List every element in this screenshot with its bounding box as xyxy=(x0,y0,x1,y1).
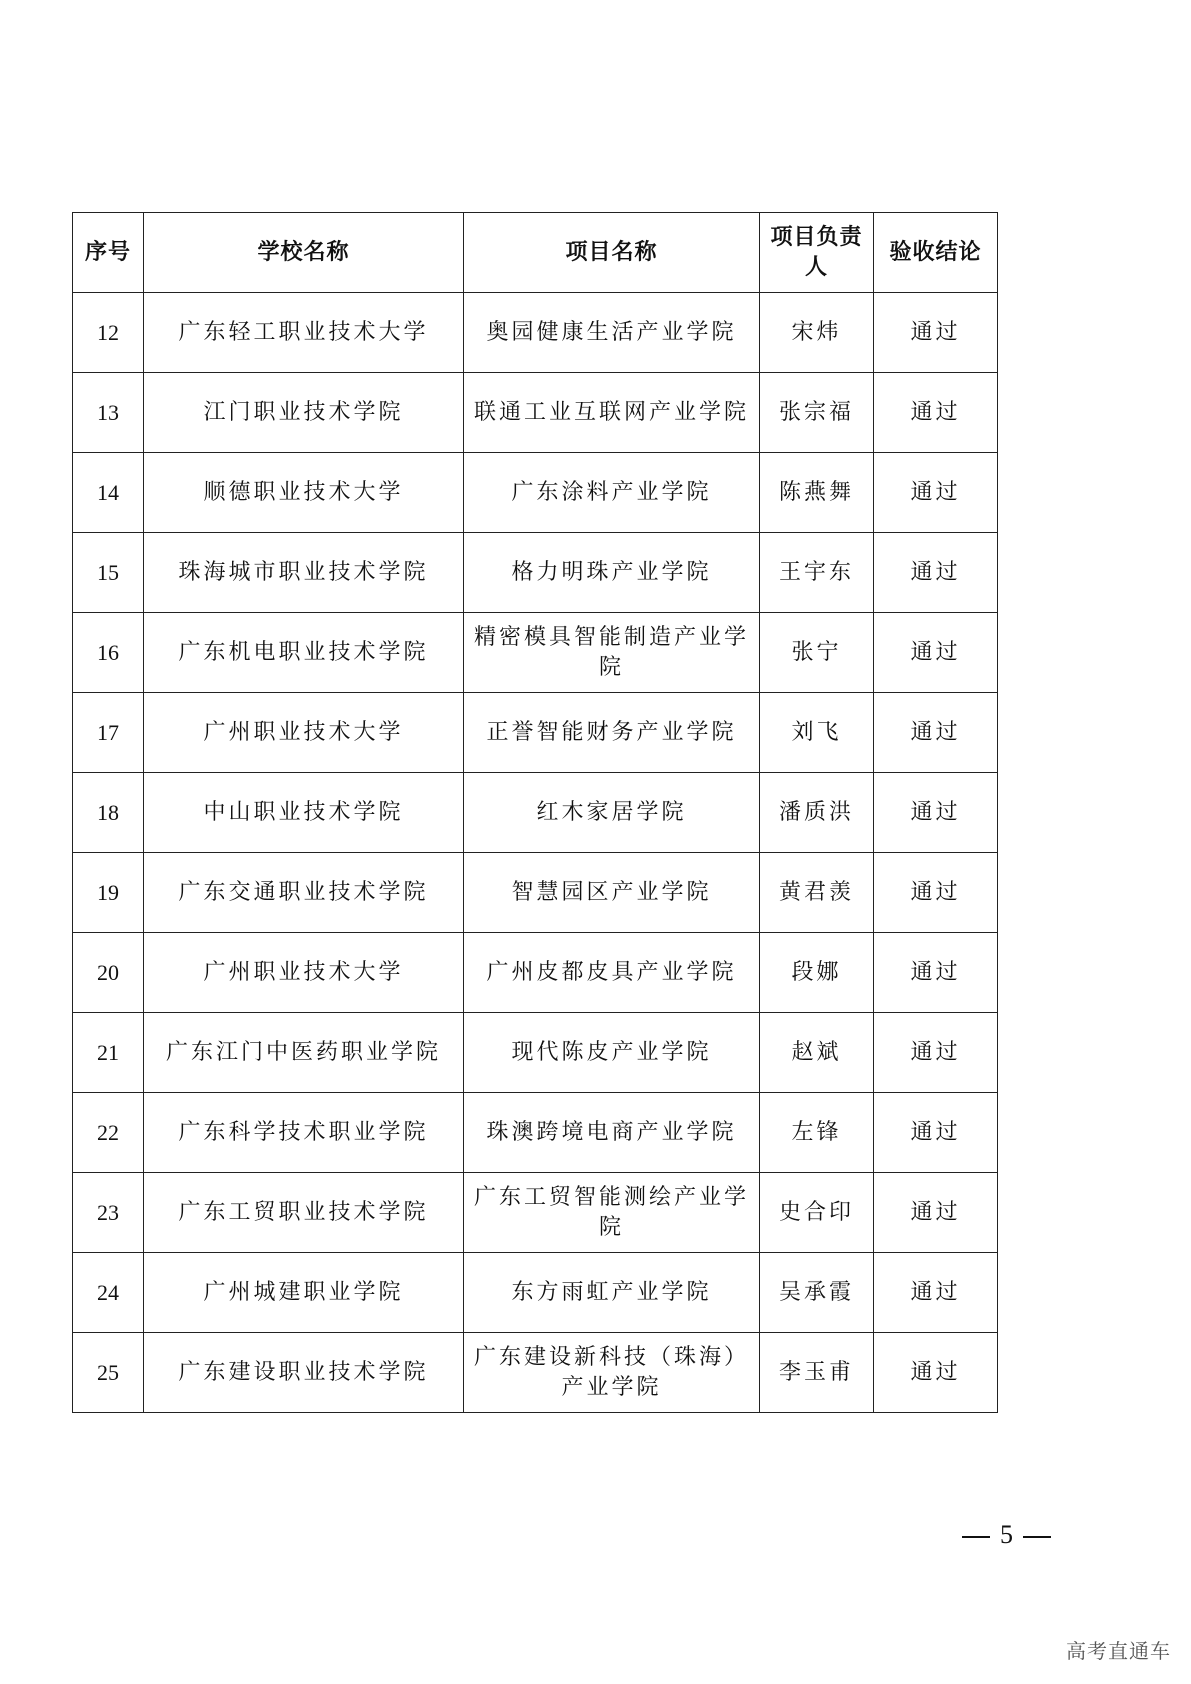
row-index: 12 xyxy=(73,293,144,373)
row-school-name: 广州职业技术大学 xyxy=(144,693,464,773)
row-index: 18 xyxy=(73,773,144,853)
row-index: 15 xyxy=(73,533,144,613)
row-school-name: 广州城建职业学院 xyxy=(144,1253,464,1333)
row-project-name: 奥园健康生活产业学院 xyxy=(464,293,760,373)
row-project-leader: 黄君羡 xyxy=(760,853,874,933)
table-row xyxy=(73,773,998,853)
row-school-name: 顺德职业技术大学 xyxy=(144,453,464,533)
table-row xyxy=(73,693,998,773)
row-index: 14 xyxy=(73,453,144,533)
row-school-name: 中山职业技术学院 xyxy=(144,773,464,853)
row-conclusion: 通过 xyxy=(874,613,998,693)
table-row xyxy=(73,533,998,613)
row-school-name: 广东机电职业技术学院 xyxy=(144,613,464,693)
row-project-name: 广东工贸智能测绘产业学院 xyxy=(464,1173,760,1253)
header-project-leader: 项目负责人 xyxy=(760,213,874,293)
row-school-name: 广东江门中医药职业学院 xyxy=(144,1013,464,1093)
row-project-leader: 王宇东 xyxy=(760,533,874,613)
row-school-name: 广东轻工职业技术大学 xyxy=(144,293,464,373)
row-project-leader: 宋炜 xyxy=(760,293,874,373)
acceptance-results-table xyxy=(72,212,998,1413)
row-conclusion: 通过 xyxy=(874,1253,998,1333)
row-project-leader: 张宗福 xyxy=(760,373,874,453)
row-conclusion: 通过 xyxy=(874,933,998,1013)
row-project-leader: 潘质洪 xyxy=(760,773,874,853)
row-school-name: 广东交通职业技术学院 xyxy=(144,853,464,933)
row-index: 19 xyxy=(73,853,144,933)
row-school-name: 江门职业技术学院 xyxy=(144,373,464,453)
table-row xyxy=(73,933,998,1013)
row-project-leader: 左锋 xyxy=(760,1093,874,1173)
row-conclusion: 通过 xyxy=(874,693,998,773)
row-index: 17 xyxy=(73,693,144,773)
row-conclusion: 通过 xyxy=(874,1093,998,1173)
page-number-dash-right xyxy=(1023,1536,1051,1538)
row-project-leader: 赵斌 xyxy=(760,1013,874,1093)
row-project-leader: 刘飞 xyxy=(760,693,874,773)
table-row xyxy=(73,1013,998,1093)
row-project-name: 联通工业互联网产业学院 xyxy=(464,373,760,453)
row-project-name: 东方雨虹产业学院 xyxy=(464,1253,760,1333)
row-project-leader: 史合印 xyxy=(760,1173,874,1253)
header-school-name: 学校名称 xyxy=(144,213,464,293)
table-row xyxy=(73,453,998,533)
page-number xyxy=(952,1520,1061,1550)
row-conclusion: 通过 xyxy=(874,1333,998,1413)
row-project-name: 珠澳跨境电商产业学院 xyxy=(464,1093,760,1173)
table-row xyxy=(73,1333,998,1413)
table-row xyxy=(73,1173,998,1253)
row-project-name: 广东涂料产业学院 xyxy=(464,453,760,533)
row-project-name: 智慧园区产业学院 xyxy=(464,853,760,933)
row-conclusion: 通过 xyxy=(874,533,998,613)
row-project-name: 格力明珠产业学院 xyxy=(464,533,760,613)
row-index: 23 xyxy=(73,1173,144,1253)
row-project-leader: 李玉甫 xyxy=(760,1333,874,1413)
table-row xyxy=(73,853,998,933)
row-index: 16 xyxy=(73,613,144,693)
row-conclusion: 通过 xyxy=(874,853,998,933)
table-row xyxy=(73,373,998,453)
row-school-name: 广东工贸职业技术学院 xyxy=(144,1173,464,1253)
header-acceptance-conclusion: 验收结论 xyxy=(874,213,998,293)
row-conclusion: 通过 xyxy=(874,773,998,853)
row-project-name: 正誉智能财务产业学院 xyxy=(464,693,760,773)
table-row xyxy=(73,293,998,373)
row-project-leader: 段娜 xyxy=(760,933,874,1013)
row-conclusion: 通过 xyxy=(874,453,998,533)
row-school-name: 广东建设职业技术学院 xyxy=(144,1333,464,1413)
table-row xyxy=(73,1093,998,1173)
row-conclusion: 通过 xyxy=(874,373,998,453)
row-index: 20 xyxy=(73,933,144,1013)
row-project-name: 红木家居学院 xyxy=(464,773,760,853)
row-index: 24 xyxy=(73,1253,144,1333)
row-index: 13 xyxy=(73,373,144,453)
table-row xyxy=(73,613,998,693)
row-school-name: 广州职业技术大学 xyxy=(144,933,464,1013)
row-project-leader: 张宁 xyxy=(760,613,874,693)
row-index: 25 xyxy=(73,1333,144,1413)
header-index: 序号 xyxy=(73,213,144,293)
row-project-name: 广东建设新科技（珠海）产业学院 xyxy=(464,1333,760,1413)
page-number-value: 5 xyxy=(1000,1520,1013,1549)
row-project-leader: 吴承霞 xyxy=(760,1253,874,1333)
row-project-leader: 陈燕舞 xyxy=(760,453,874,533)
row-school-name: 珠海城市职业技术学院 xyxy=(144,533,464,613)
row-school-name: 广东科学技术职业学院 xyxy=(144,1093,464,1173)
row-conclusion: 通过 xyxy=(874,293,998,373)
header-project-name: 项目名称 xyxy=(464,213,760,293)
row-project-name: 精密模具智能制造产业学院 xyxy=(464,613,760,693)
row-project-name: 现代陈皮产业学院 xyxy=(464,1013,760,1093)
table-row xyxy=(73,1253,998,1333)
watermark: 高考直通车 xyxy=(1066,1639,1171,1663)
row-index: 21 xyxy=(73,1013,144,1093)
row-conclusion: 通过 xyxy=(874,1013,998,1093)
table-header-row xyxy=(73,213,998,293)
row-project-name: 广州皮都皮具产业学院 xyxy=(464,933,760,1013)
row-conclusion: 通过 xyxy=(874,1173,998,1253)
page-number-dash-left xyxy=(962,1536,990,1538)
row-index: 22 xyxy=(73,1093,144,1173)
